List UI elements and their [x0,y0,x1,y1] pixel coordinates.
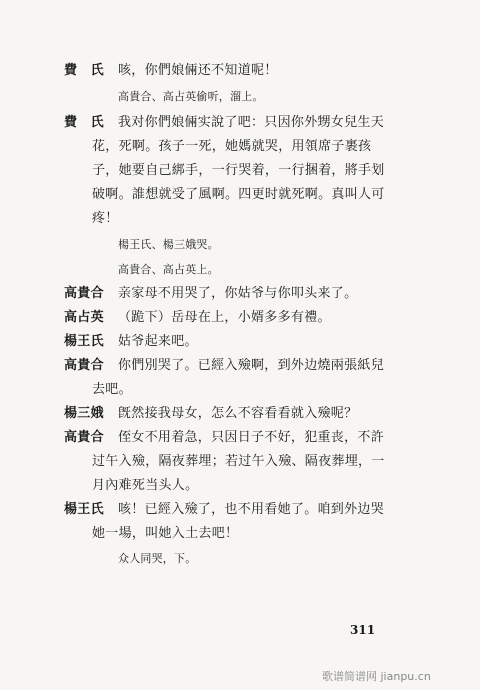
dialogue-line: 我对你們娘倆实說了吧：只因你外甥女兒生天 [118,115,385,130]
stage-direction: 高貴合、高占英上。 [118,263,219,276]
dialogue-line: 咳，你們娘倆还不知道呢！ [118,63,278,78]
speaker-name: 楊三娥 [64,406,104,421]
stage-direction: 高貴合、高占英偷听，溜上。 [118,90,264,103]
speaker-name: 高貴合 [64,358,104,373]
dialogue-line: 咳！已經入殮了，也不用看她了。咱到外边哭 [118,502,385,517]
watermark-text: 歌谱简谱网 jianpu.cn [322,670,431,683]
page-number: 311 [350,623,376,637]
dialogue-line: 过午入殮，隔夜葬埋；若过午入殮、隔夜葬埋，一 [92,454,385,469]
dialogue-line: 你們別哭了。已經入殮啊，到外边燒兩張紙兒 [118,358,385,373]
speaker-name: 高貴合 [64,286,104,301]
dialogue-line: 姑爷起来吧。 [118,334,198,349]
dialogue-line: 去吧。 [92,382,132,397]
speaker-name: 楊王氏 [64,334,104,349]
stage-direction: 众人同哭，下。 [118,552,197,565]
speaker-name: 高占英 [64,310,104,325]
dialogue-line: 侄女不用着急，只因日子不好，犯重丧，不許 [118,430,385,445]
stage-direction: 楊王氏、楊三娥哭。 [118,238,219,251]
speaker-name: 高貴合 [64,430,104,445]
dialogue-line: 疼！ [92,211,119,226]
speaker-name: 楊王氏 [64,502,104,517]
dialogue-line: 子，她要自己綁手，一行哭着，一行捆着，將手划 [92,163,385,178]
dialogue-line: （跪下）岳母在上，小婿多多有禮。 [118,310,331,325]
dialogue-line: 花，死啊。孩子一死，她媽就哭，用領席子裹孩 [92,139,372,154]
speaker-name: 費 氏 [64,115,104,130]
dialogue-line: 破啊。誰想就受了風啊。四更时就死啊。真叫人可 [92,187,385,202]
dialogue-line: 旣然接我母女，怎么不容看看就入殮呢？ [118,406,358,421]
dialogue-line: 亲家母不用哭了，你姑爷与你叩头来了。 [118,286,358,301]
speaker-name: 費 氏 [64,63,104,78]
dialogue-line: 她一場，叫她入土去吧！ [92,526,239,541]
dialogue-line: 月內难死当头人。 [92,478,199,493]
